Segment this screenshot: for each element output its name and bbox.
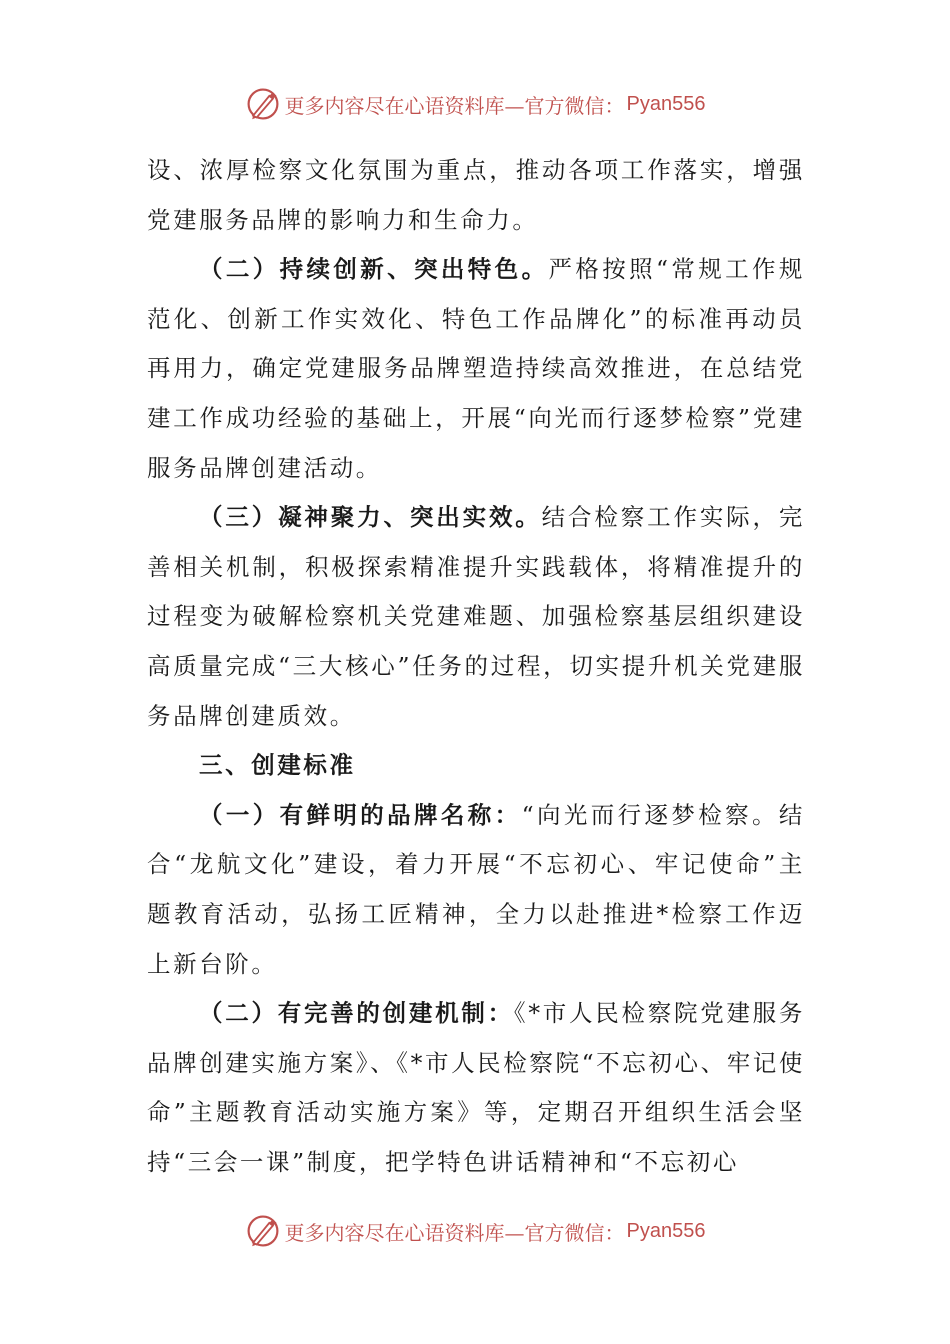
watermark-wechat-id: Pyan556 [626, 92, 706, 115]
section-heading: 三、创建标准 [199, 751, 356, 780]
footer-watermark-banner [0, 1211, 950, 1251]
watermark-wechat-id: Pyan556 [626, 1219, 706, 1242]
header-watermark-banner [0, 84, 950, 124]
paragraph-effectiveness: （三）凝神聚力、突出实效。结合检察工作实际，完善相关机制，积极探索精准提升实践载体，将精准提升的过程变为破解检察机关党建难题、加强检察基层组织建设高质量完成“三大核心”任务的过程，切实提升机关党建服务品牌创建质效。 [147, 503, 805, 730]
pen-logo-icon [245, 86, 281, 122]
paragraph-mechanism: （二）有完善的创建机制：《*市人民检察院党建服务品牌创建实施方案》、《*市人民检察院“不忘初心、牢记使命”主题教育活动实施方案》等，定期召开组织生活会坚持“三会一课”制度，把学特色讲话精神和“不忘初心 [147, 999, 806, 1176]
pen-logo-icon [245, 1213, 281, 1249]
paragraph-lead-bold: （二）有完善的创建机制： [199, 999, 514, 1028]
paragraph-innovation: （二）持续创新、突出特色。严格按照“常规工作规范化、创新工作实效化、特色工作品牌化”的标准再动员再用力，确定党建服务品牌塑造持续高效推进，在总结党建工作成功经验的基础上，开展“向光而行逐梦检察”党建服务品牌创建活动。 [147, 255, 805, 482]
watermark-text: 更多内容尽在心语资料库—官方微信： [284, 93, 625, 118]
document-body [147, 146, 805, 1187]
paragraph-lead-bold: （一）有鲜明的品牌名称： [199, 800, 522, 829]
paragraph-continuation: 设、浓厚检察文化氛围为重点，推动各项工作落实，增强党建服务品牌的影响力和生命力。 [147, 156, 805, 234]
watermark-text: 更多内容尽在心语资料库—官方微信： [284, 1220, 625, 1245]
paragraph-lead-bold: （三）凝神聚力、突出实效。 [199, 503, 542, 532]
paragraph-brand-name: （一）有鲜明的品牌名称：“向光而行逐梦检察。结合“龙航文化”建设，着力开展“不忘初心、牢记使命”主题教育活动，弘扬工匠精神，全力以赴推进*检察工作迈上新台阶。 [147, 800, 805, 978]
paragraph-lead-bold: （二）持续创新、突出特色。 [199, 255, 549, 284]
